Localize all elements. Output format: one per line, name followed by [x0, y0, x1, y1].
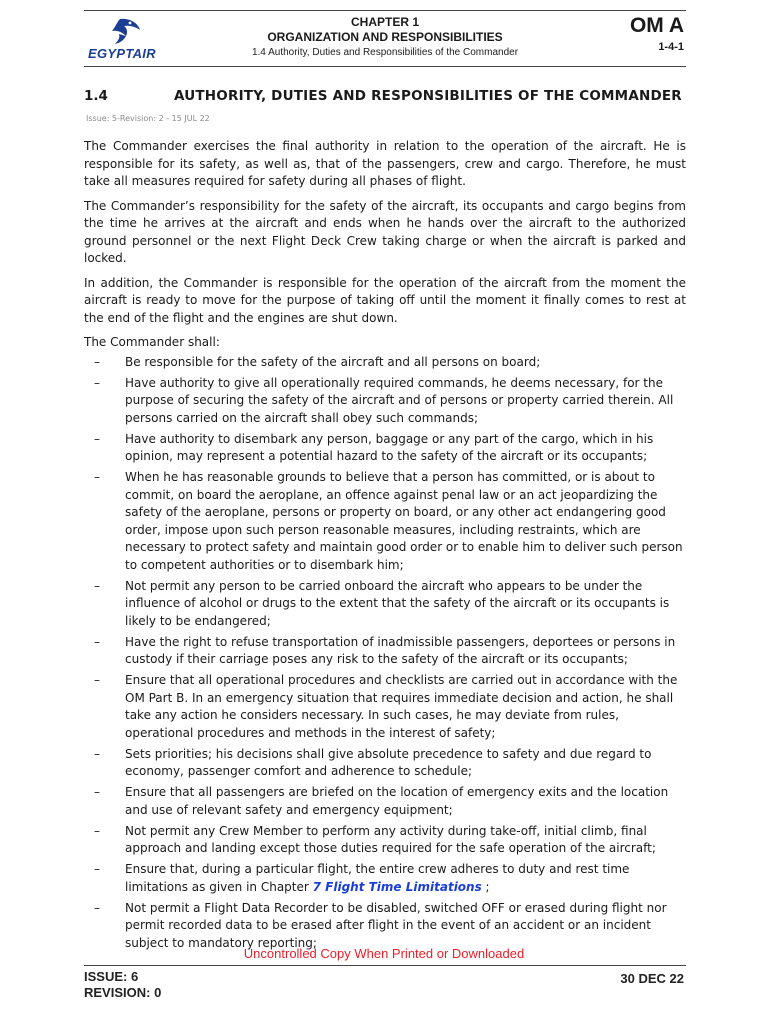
section-subtitle: 1.4 Authority, Duties and Responsibilities of the Commander: [251, 47, 519, 58]
list-item-text: Sets priorities; his decisions shall give absolute precedence to safety and due regard to economy, passenger comfort and adherence to schedule;: [125, 746, 652, 778]
uncontrolled-copy-notice: Uncontrolled Copy When Printed or Downloaded: [243, 946, 525, 961]
list-item-text: Not permit a Flight Data Recorder to be disabled, switched OFF or erased during flight nor permit recorded data to be erased after flight in the event of an accident or an incident subject to mandatory reporting;: [125, 900, 667, 950]
footer-issue: ISSUE: 6: [84, 969, 139, 984]
list-item: [84, 354, 686, 372]
logo-wordmark: EGYPTAIR: [88, 46, 156, 61]
list-item-text: Have the right to refuse transportation of inadmissible passengers, deportees or persons in custody if their carriage poses any risk to the safety of the aircraft or its occupants;: [125, 634, 676, 666]
commander-duties-list: [84, 354, 686, 953]
section-number: 1.4: [84, 88, 108, 104]
issue-revision-line: Issue: 5-Revision: 2 - 15 JUL 22: [86, 114, 210, 123]
page-number: 1-4-1: [658, 41, 684, 53]
chapter-label: CHAPTER 1: [350, 15, 419, 29]
dash-bullet: –: [94, 673, 100, 687]
manual-code: OM A: [629, 14, 684, 37]
paragraph: In addition, the Commander is responsible for the operation of the aircraft from the moment the aircraft is ready to move for the purpose of taking off until the moment it finally comes to rest at the end of the flight and the engines are shut down.: [84, 275, 686, 325]
list-item-text: When he has reasonable grounds to believe that a person has committed, or is about to commit, on board the aeroplane, an offence against penal law or an act jeopardizing the safety of the aeroplane, persons or property on board, or any other act endangering good order, impose upon such person reasonable measures, including restraints, which are necessary to protect safety and maintain good order or to enable him to deliver such person to competent authorities or to disembark him;: [125, 470, 683, 572]
list-item: [84, 431, 686, 466]
footer-rule: [84, 965, 686, 966]
list-item: [84, 746, 686, 781]
dash-bullet: –: [94, 634, 100, 649]
list-item: [84, 823, 686, 858]
list-item-text: Have authority to disembark any person, baggage or any part of the cargo, which in his opinion, may represent a potential hazard to the safety of the aircraft or its occupants;: [125, 431, 654, 463]
header-titles: [200, 15, 570, 61]
list-item: [84, 375, 686, 428]
footer-issue-block: [84, 969, 161, 1001]
list-item-text: Ensure that all operational procedures and checklists are carried out in accordance with the OM Part B. In an emergency situation that requires immediate decision and action, he shall take any action he considers necessary. In such cases, he may deviate from rules, operational procedures and methods in the interest of safety;: [125, 673, 678, 740]
list-item-text: Not permit any Crew Member to perform any activity during take-off, initial climb, final approach and landing except those duties required for the safe operation of the aircraft;: [125, 823, 656, 855]
list-item: [84, 861, 686, 896]
list-item-text: Ensure that, during a particular flight, the entire crew adheres to duty and rest time limitations as given in Chapter: [125, 862, 630, 894]
dash-bullet: –: [94, 470, 100, 484]
list-item: [84, 578, 686, 631]
header-bottom-rule: [84, 66, 686, 67]
dash-bullet: –: [94, 862, 100, 876]
header-top-rule: [84, 10, 686, 11]
list-intro: The Commander shall:: [84, 335, 220, 349]
list-item: [84, 634, 686, 669]
dash-bullet: –: [94, 354, 100, 369]
list-item: [84, 672, 686, 742]
list-item: [84, 469, 686, 574]
dash-bullet: –: [94, 431, 100, 446]
list-item-text: Ensure that all passengers are briefed on the location of emergency exits and the location and use of relevant safety and emergency equipment;: [125, 785, 669, 817]
dash-bullet: –: [94, 823, 100, 838]
list-item-text-end: ;: [481, 879, 490, 894]
paragraph: The Commander exercises the final authority in relation to the operation of the aircraft. He is responsible for its safety, as well as, that of the passengers, crew and cargo. Therefore, he must take all measures required for safety during all phases of flight.: [84, 139, 686, 188]
list-item-text: Have authority to give all operationally required commands, he deems necessary, for the purpose of securing the safety of the aircraft and of persons or property carried therein. All persons carried on the aircraft shall obey such commands;: [125, 375, 674, 425]
dash-bullet: –: [94, 785, 100, 799]
dash-bullet: –: [94, 900, 100, 915]
list-item-text: Not permit any person to be carried onboard the aircraft who appears to be under the influence of alcohol or drugs to the extent that the safety of the aircraft or its occupants is likely to be endangered;: [125, 578, 670, 628]
dash-bullet: –: [94, 746, 100, 761]
chapter-title: ORGANIZATION AND RESPONSIBILITIES: [267, 30, 503, 44]
list-item-text: Be responsible for the safety of the aircraft and all persons on board;: [125, 354, 541, 369]
dash-bullet: –: [94, 578, 100, 593]
footer-date: 30 DEC 22: [620, 971, 684, 986]
section-title: AUTHORITY, DUTIES AND RESPONSIBILITIES OF THE COMMANDER: [174, 88, 682, 104]
dash-bullet: –: [94, 375, 100, 390]
body-content: [84, 138, 686, 956]
chapter-7-link[interactable]: 7 Flight Time Limitations: [312, 879, 482, 894]
list-item: [84, 784, 686, 819]
list-item: [84, 900, 686, 953]
footer-revision: REVISION: 0: [84, 985, 162, 1000]
paragraph: The Commander’s responsibility for the safety of the aircraft, its occupants and cargo begins from the time he arrives at the aircraft and ends when he hands over the aircraft to the authorized ground personnel or the next Flight Deck Crew taking charge or when the aircraft is parked and locked.: [84, 198, 686, 265]
horus-icon: [86, 17, 168, 47]
